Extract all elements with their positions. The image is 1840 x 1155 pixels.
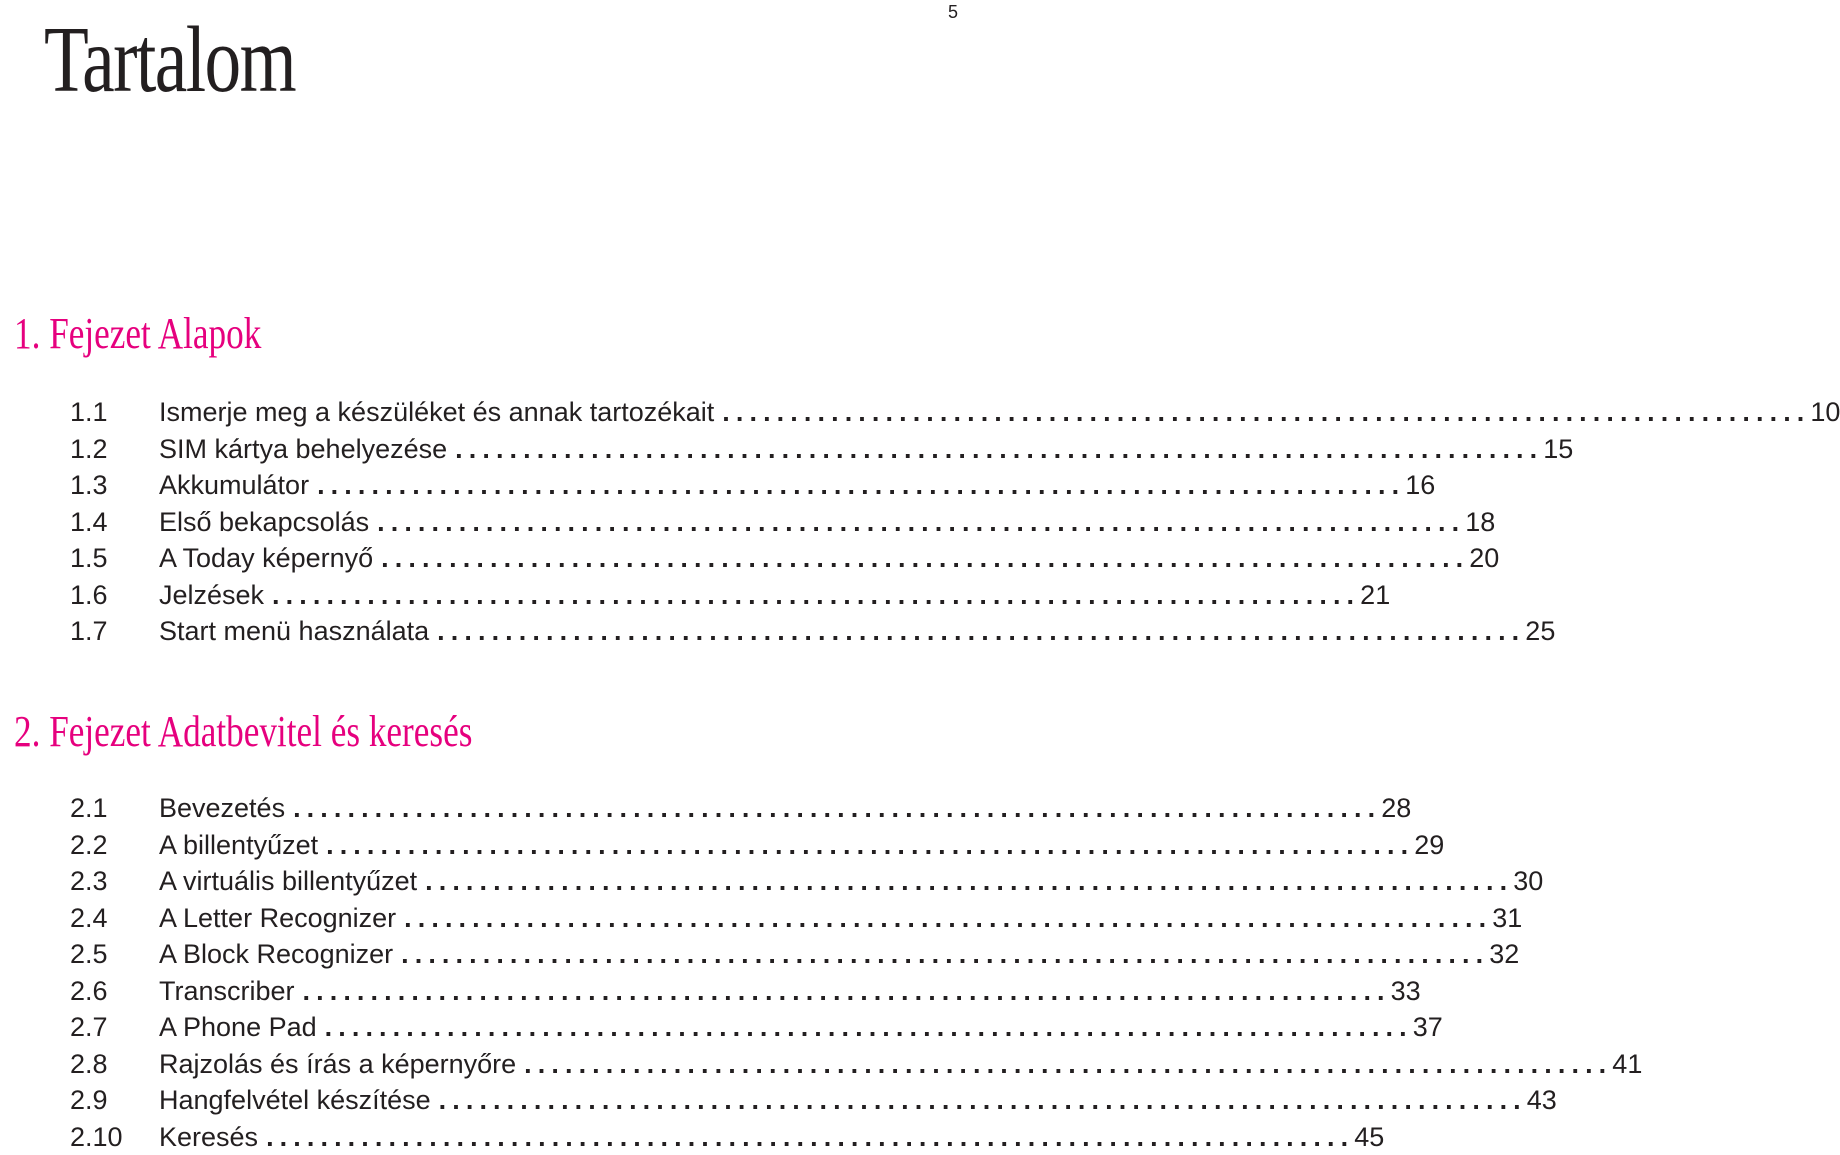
toc-entry-page: 32 — [1489, 939, 1520, 969]
toc-entry-title: A Phone Pad — [159, 1012, 317, 1042]
toc-entry-page: 10 — [1810, 397, 1840, 427]
dot-leader: ................................................................................ — [324, 1012, 1413, 1042]
toc-entry-title: Transcriber — [159, 975, 295, 1006]
toc-entry-page: 33 — [1390, 975, 1421, 1006]
dot-leader: ................................................................................ — [437, 616, 1526, 646]
toc-entry-page: 15 — [1543, 433, 1574, 464]
toc-entry-page: 25 — [1525, 616, 1556, 646]
page-number: 5 — [947, 2, 958, 22]
toc-entry-page: 37 — [1412, 1012, 1443, 1042]
toc-list — [70, 394, 1840, 650]
toc-entry-number: 2.4 — [70, 902, 108, 933]
toc-entry — [70, 936, 1520, 973]
toc-entry — [70, 394, 1840, 431]
toc-entry — [70, 431, 1574, 468]
toc-entry-title: A virtuális billentyűzet — [159, 866, 418, 896]
dot-leader: ................................................................................ — [266, 1121, 1355, 1152]
toc-entry-page: 18 — [1465, 506, 1496, 537]
dot-leader: ................................................................................ — [722, 397, 1811, 427]
toc-entry — [70, 1119, 1385, 1155]
chapter-heading: 2. Fejezet Adatbevitel és keresés — [14, 707, 473, 756]
toc-entry — [70, 863, 1544, 900]
toc-entry-number: 1.3 — [70, 470, 108, 500]
dot-leader: ................................................................................ — [377, 506, 1466, 537]
toc-entry-title: Akkumulátor — [159, 470, 310, 500]
toc-entry-number: 1.1 — [70, 397, 108, 427]
toc-entry-title: Bevezetés — [159, 793, 286, 823]
chapter-heading: 1. Fejezet Alapok — [14, 309, 262, 358]
toc-entry-title: Rajzolás és írás a képernyőre — [159, 1048, 517, 1079]
toc-entry-title: A Letter Recognizer — [159, 902, 397, 933]
toc-entry-number: 2.9 — [70, 1085, 108, 1115]
dot-leader: ................................................................................ — [272, 579, 1361, 610]
toc-list — [70, 790, 1643, 1155]
toc-entry — [70, 900, 1523, 937]
toc-entry-page: 30 — [1513, 866, 1544, 896]
toc-entry-page: 20 — [1469, 543, 1500, 573]
toc-entry — [70, 827, 1445, 864]
toc-entry — [70, 577, 1391, 614]
dot-leader: ................................................................................ — [317, 470, 1406, 500]
toc-entry-number: 1.7 — [70, 616, 108, 646]
toc-entry-number: 1.2 — [70, 433, 108, 464]
toc-entry-number: 2.6 — [70, 975, 108, 1006]
toc-entry-page: 29 — [1414, 829, 1445, 860]
page-title: Tartalom — [44, 8, 296, 112]
toc-entry-number: 1.6 — [70, 579, 108, 610]
toc-entry-number: 1.4 — [70, 506, 108, 537]
toc-entry-title: Jelzések — [159, 579, 265, 610]
toc-entry — [70, 1009, 1443, 1046]
toc-entry — [70, 973, 1421, 1010]
dot-leader: ................................................................................ — [302, 975, 1391, 1006]
dot-leader: ................................................................................ — [401, 939, 1490, 969]
toc-entry-title: A Block Recognizer — [159, 939, 394, 969]
dot-leader: ................................................................................ — [293, 793, 1382, 823]
toc-entry — [70, 467, 1436, 504]
dot-leader: ................................................................................ — [425, 866, 1514, 896]
toc-entry-title: Keresés — [159, 1121, 259, 1152]
toc-entry-page: 28 — [1381, 793, 1412, 823]
toc-entry — [70, 540, 1500, 577]
toc-entry-page: 41 — [1612, 1048, 1643, 1079]
toc-entry-page: 31 — [1492, 902, 1523, 933]
toc-entry-number: 1.5 — [70, 543, 108, 573]
dot-leader: ................................................................................ — [381, 543, 1470, 573]
toc-entry-number: 2.7 — [70, 1012, 108, 1042]
dot-leader: ................................................................................ — [404, 902, 1493, 933]
toc-entry-title: SIM kártya behelyezése — [159, 433, 448, 464]
toc-entry — [70, 1082, 1557, 1119]
toc-entry — [70, 790, 1412, 827]
toc-entry-title: Első bekapcsolás — [159, 506, 370, 537]
toc-entry-title: Ismerje meg a készüléket és annak tartozékait — [159, 397, 715, 427]
toc-entry-number: 2.1 — [70, 793, 108, 823]
toc-entry-page: 45 — [1354, 1121, 1385, 1152]
toc-entry-number: 2.10 — [70, 1121, 123, 1152]
toc-entry-number: 2.2 — [70, 829, 108, 860]
dot-leader: ................................................................................ — [455, 433, 1544, 464]
toc-entry — [70, 504, 1496, 541]
toc-entry-title: Hangfelvétel készítése — [159, 1085, 431, 1115]
toc-entry-page: 16 — [1405, 470, 1436, 500]
toc-entry-page: 21 — [1360, 579, 1391, 610]
dot-leader: ................................................................................ — [438, 1085, 1527, 1115]
toc-entry-number: 2.5 — [70, 939, 108, 969]
toc-entry — [70, 1046, 1643, 1083]
dot-leader: ................................................................................ — [326, 829, 1415, 860]
toc-entry-title: A Today képernyő — [159, 543, 374, 573]
toc-entry-page: 43 — [1526, 1085, 1557, 1115]
toc-entry — [70, 613, 1556, 650]
toc-entry-number: 2.8 — [70, 1048, 108, 1079]
dot-leader: ................................................................................ — [524, 1048, 1613, 1079]
toc-entry-title: Start menü használata — [159, 616, 430, 646]
toc-entry-number: 2.3 — [70, 866, 108, 896]
toc-entry-title: A billentyűzet — [159, 829, 319, 860]
